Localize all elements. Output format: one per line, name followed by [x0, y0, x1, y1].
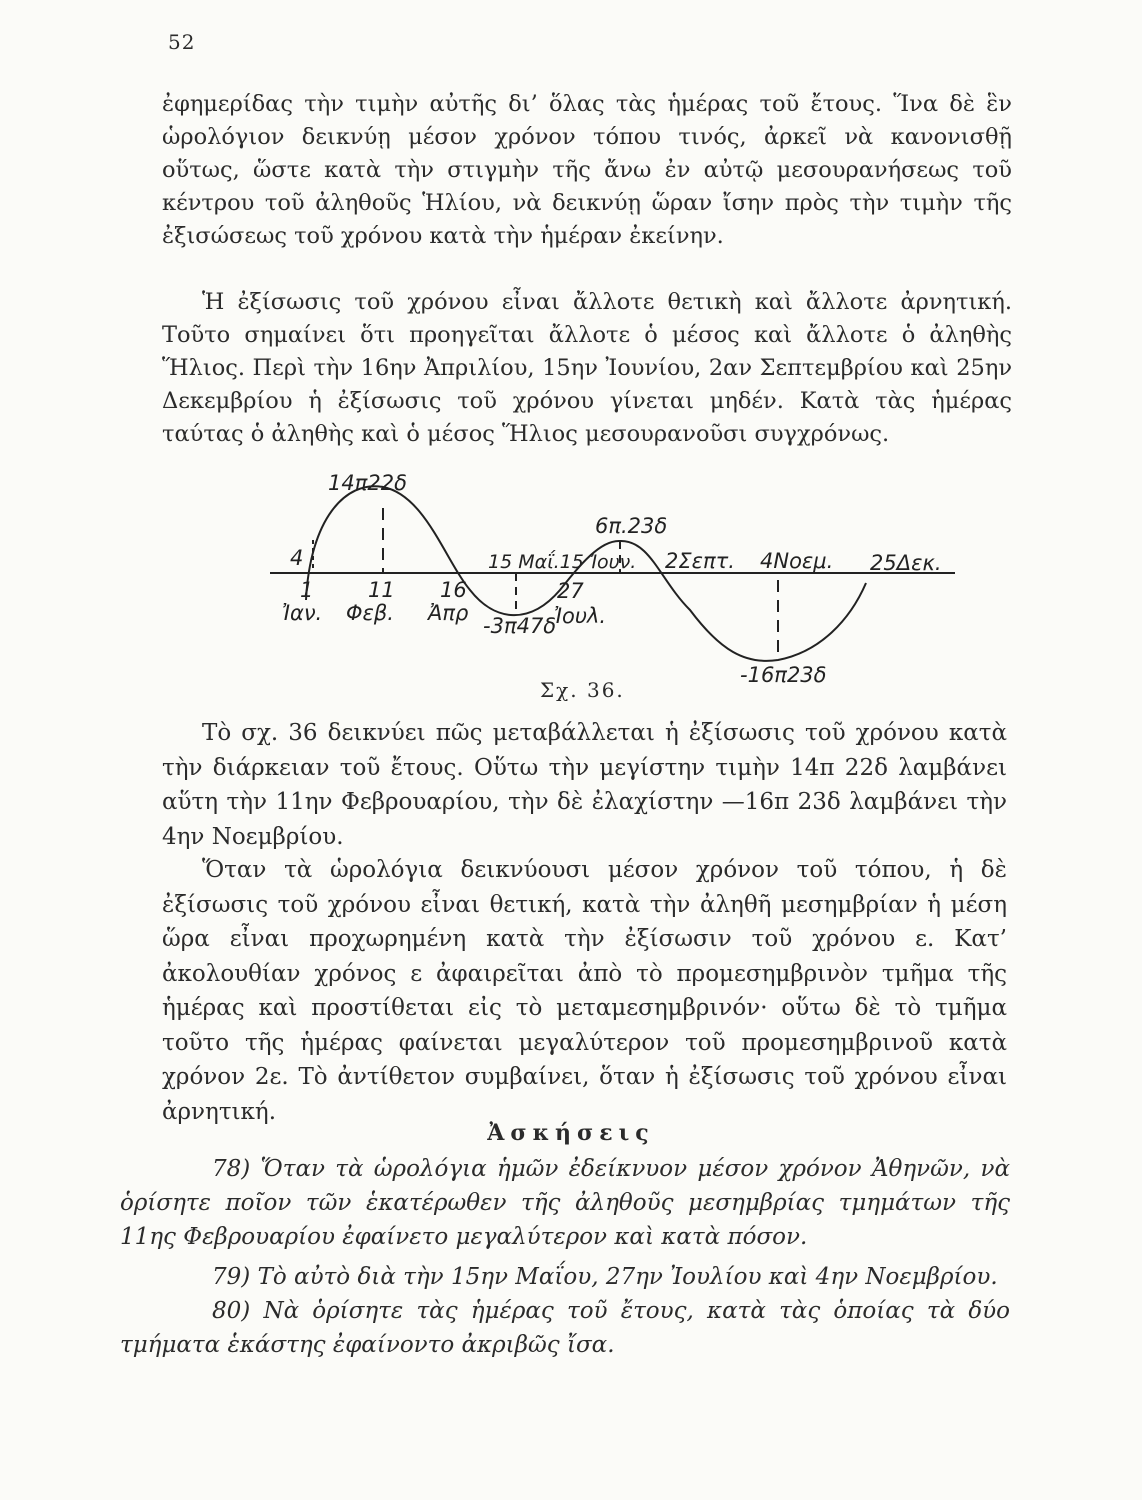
exercise-number: 79)	[212, 1264, 251, 1290]
page-number: 52	[168, 30, 196, 54]
apr-label: Ἀπρ	[428, 601, 469, 625]
exercise-text: Νὰ ὁρίσητε τὰς ἡμέρας τοῦ ἔτους, κατὰ τὰς ὁποίας τὰ δύο τμήματα ἑκάστης ἐφαίνοντο ἀκριβῶς ἴσα.	[120, 1298, 1010, 1358]
zero-dec-label: 25Δεκ.	[870, 551, 942, 575]
jan-label: Ἰαν.	[282, 601, 323, 625]
apr-day-label: 16	[440, 578, 467, 602]
exercise-text: Τὸ αὐτὸ διὰ τὴν 15ην Μαΐου, 27ην Ἰουλίου καὶ 4ην Νοεμβρίου.	[257, 1264, 998, 1290]
paragraph-3: Τὸ σχ. 36 δεικνύει πῶς μεταβάλλεται ἡ ἐξίσωσις τοῦ χρόνου κατὰ τὴν διάρκειαν τοῦ ἔτους. Οὕτω τὴν μεγίστην τιμὴν 14π 22δ λαμβάνει αὕτη τὴν 11ην Φεβρουαρίου, τὴν δὲ ἐλαχίστην —16π 23δ λαμβάνει τὴν 4ην Νοεμβρίου.	[162, 720, 1007, 850]
exercise-79	[120, 1260, 1010, 1294]
zero-sep-label: 2Σεπτ.	[665, 549, 735, 573]
min1-label: -3π47δ	[483, 614, 557, 638]
paragraph-1: ἐφημερίδας τὴν τιμὴν αὐτῆς δι’ ὅλας τὰς ἡμέρας τοῦ ἔτους. Ἵνα δὲ ἓν ὡρολόγιον δεικνύῃ μέσον χρόνον τόπου τινός, ἀρκεῖ νὰ κανονισθῇ οὕτως, ὥστε κατὰ τὴν στιγμὴν τῆς ἄνω ἐν αὐτῷ μεσουρανήσεως τοῦ κέντρου τοῦ ἀληθοῦς Ἡλίου, νὰ δεικνύῃ ὥραν ἴσην πρὸς τὴν τιμὴν τῆς ἐξισώσεως τοῦ χρόνου κατὰ τὴν ἡμέραν ἐκείνην.	[162, 91, 1012, 249]
exercise-78	[120, 1152, 1010, 1254]
section-title: Ἀσκήσεις	[487, 1120, 655, 1146]
zero-start-label: 4	[290, 546, 304, 570]
feb-day-label: 11	[368, 578, 395, 602]
jan-day-label: 1	[300, 578, 314, 602]
jul-day-label: 27	[557, 579, 584, 603]
paragraph-2: Ἡ ἐξίσωσις τοῦ χρόνου εἶναι ἄλλοτε θετικὴ καὶ ἄλλοτε ἀρνητική. Τοῦτο σημαίνει ὅτι προηγεῖται ἄλλοτε ὁ μέσος καὶ ἄλλοτε ὁ ἀληθὴς Ἥλιος. Περὶ τὴν 16ην Ἀπριλίου, 15ην Ἰουνίου, 2αν Σεπτεμβρίου καὶ 25ην Δεκεμβρίου ἡ ἐξίσωσις τοῦ χρόνου γίνεται μηδέν. Κατὰ τὰς ἡμέρας ταύτας ὁ ἀληθὴς καὶ ὁ μέσος Ἥλιος μεσουρανοῦσι συγχρόνως.	[162, 289, 1012, 447]
exercise-number: 78)	[212, 1156, 251, 1182]
feb-label: Φεβ.	[346, 601, 394, 625]
max2-label: 6π.23δ	[595, 514, 668, 538]
paragraph-4: Ὅταν τὰ ὡρολόγια δεικνύουσι μέσον χρόνον τοῦ τόπου, ἡ δὲ ἐξίσωσις τοῦ χρόνου εἶναι θετική, κατὰ τὴν ἀληθῆ μεσημβρίαν ἡ μέση ὥρα εἶναι προχωρημένη κατὰ τὴν ἐξίσωσιν τοῦ χρόνου ε. Κατ’ ἀκολουθίαν χρόνος ε ἀφαιρεῖται ἀπὸ τὸ προμεσημβρινὸν τμῆμα τῆς ἡμέρας καὶ προστίθεται εἰς τὸ μεταμεσημβρινόν· οὕτω δὲ τὸ τμῆμα τοῦτο τῆς ἡμέρας φαίνεται μεγαλύτερον τοῦ προμεσημβρινοῦ κατὰ χρόνον 2ε. Τὸ ἀντίθετον συμβαίνει, ὅταν ἡ ἐξίσωσις τοῦ χρόνου εἶναι ἀρνητική.	[162, 857, 1007, 1125]
jul-label: Ἰουλ.	[554, 604, 607, 628]
zero-may-jun-label: 15 Μαΐ.15 Ἰουν.	[488, 551, 637, 573]
figure-caption: Σχ. 36.	[540, 678, 625, 702]
zero-nov-label: 4Νοεμ.	[760, 549, 834, 573]
exercise-number: 80)	[212, 1298, 251, 1324]
equation-of-time-figure	[0, 0, 1142, 720]
exercise-text: Ὅταν τὰ ὡρολόγια ἡμῶν ἐδείκνυον μέσον χρόνον Ἀθηνῶν, νὰ ὁρίσητε ποῖον τῶν ἑκατέρωθεν τῆς ἀληθοῦς μεσημβρίας τμημάτων τῆς 11ης Φεβρουαρίου ἐφαίνετο μεγαλύτερον καὶ κατὰ πόσον.	[120, 1156, 1010, 1250]
exercise-80	[120, 1294, 1010, 1362]
min2-label: -16π23δ	[740, 663, 827, 687]
max-label: 14π22δ	[328, 471, 407, 495]
